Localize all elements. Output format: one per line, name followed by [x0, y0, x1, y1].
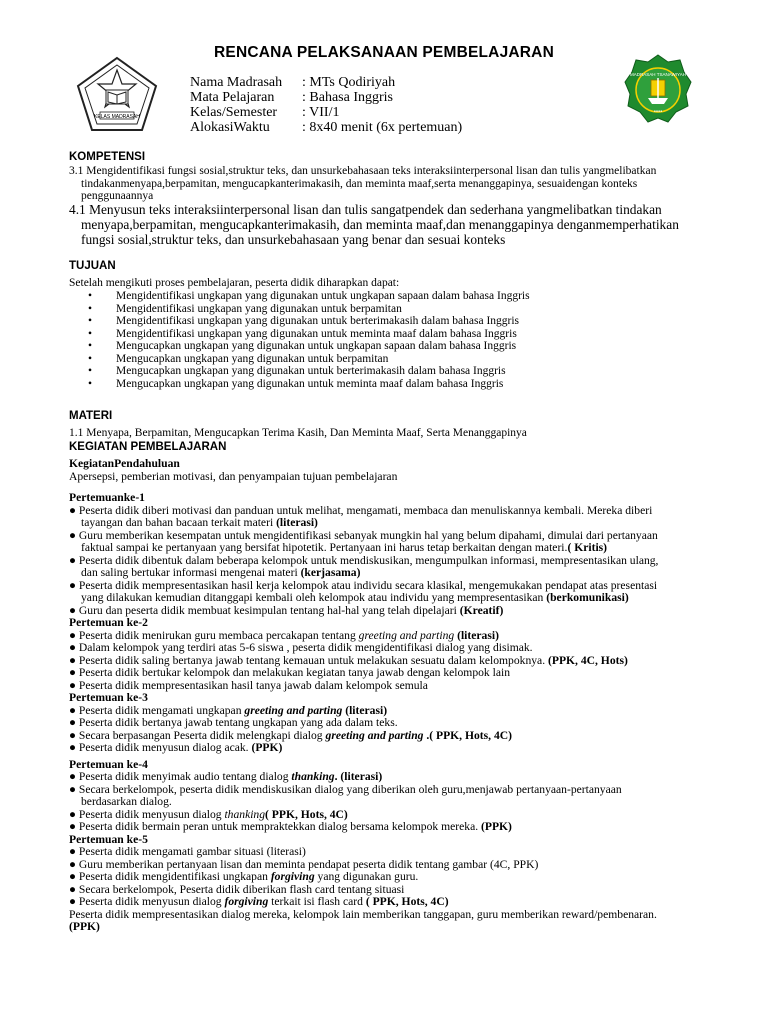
pertemuan-line: ● Peserta didik bertukar kelompok dan melakukan kegiatan tanya jawab dengan kelompok lain: [69, 666, 510, 679]
kegiatan-heading: KEGIATAN PEMBELAJARAN: [69, 441, 227, 453]
identity-row: [190, 105, 462, 120]
pertemuan-line: dan saling bertukar informasi mengenai materi (kerjasama): [81, 566, 361, 579]
pertemuan-1-heading: Pertemuanke-1: [69, 491, 145, 504]
identity-row: [190, 90, 462, 105]
pertemuan-line: ● Peserta didik diberi motivasi dan panduan untuk melihat, mengamati, membaca dan menuliskannya kembali. Mereka diberi: [69, 503, 653, 517]
pertemuan-line: yang dilakukan kemudian ditanggapi kembali oleh kelompok atau individu yang mempresentasikan (berkomunikasi): [81, 591, 629, 604]
pertemuan-line: ● Peserta didik menyusun dialog forgiving terkait isi flash card ( PPK, Hots, 4C): [69, 895, 449, 908]
pertemuan-line: ● Peserta didik menyusun dialog thanking( PPK, Hots, 4C): [69, 807, 348, 821]
pertemuan-5-heading: Pertemuan ke-5: [69, 832, 148, 846]
logo-right-label: MADRASAH TSANAWIYAH: [630, 72, 686, 77]
list-item: • Mengucapkan ungkapan yang digunakan untuk ungkapan sapaan dalam bahasa Inggris: [88, 340, 517, 352]
materi-heading: MATERI: [69, 410, 113, 422]
pertemuan-line: ● Peserta didik mempresentasikan hasil kerja kelompok atau individu secara klasikal, mengemukakan pendapat atas presentasi: [69, 578, 658, 592]
kemenag-emblem-icon: [624, 54, 692, 126]
identity-value: : 8x40 menit (6x pertemuan): [302, 120, 463, 135]
pertemuan-line: ● Guru memberikan kesempatan untuk mengidentifikasi sebanyak mungkin hal yang belum dipahami, dimulai dari pertanyaan: [69, 528, 658, 542]
document-title: RENCANA PELAKSANAAN PEMBELAJARAN: [214, 44, 554, 61]
pertemuan-line: ● Peserta didik bertanya jawab tentang ungkapan yang ada dalam teks.: [69, 716, 398, 729]
svg-text:●●●●: ●●●●: [653, 109, 663, 113]
pertemuan-line: ● Peserta didik menyimak audio tentang dialog thanking. (literasi): [69, 770, 383, 783]
pertemuan-line: ● Peserta didik menyusun dialog acak. (PPK): [69, 741, 283, 754]
logo-left-label: KELAS MADRASAH: [94, 114, 140, 120]
pertemuan-line: ● Guru memberikan pertanyaan lisan dan meminta pendapat peserta didik tentang gambar (4C, PPK): [69, 857, 539, 871]
tujuan-heading: TUJUAN: [69, 260, 116, 272]
pertemuan-line: ● Peserta didik dibentuk dalam beberapa kelompok untuk mendiskusikan, mengumpulkan informasi, mempresentasikan ulang,: [69, 553, 659, 567]
kompetensi-line: penggunaannya: [81, 190, 154, 203]
pertemuan-line: tayangan dan bahan bacaan terkait materi (literasi): [81, 516, 318, 529]
list-item: • Mengucapkan ungkapan yang digunakan untuk meminta maaf dalam bahasa Inggris: [88, 377, 504, 390]
identity-label: Kelas/Semester: [190, 105, 278, 120]
identity-block: [190, 75, 462, 135]
madrasah-logo-left: [76, 56, 158, 132]
pertemuan-line: (PPK): [69, 920, 100, 933]
pertemuan-line: ● Peserta didik saling bertanya jawab tentang kemauan untuk melakukan sesuatu dalam kelompoknya. (PPK, 4C, Hots): [69, 653, 628, 667]
identity-label: AlokasiWaktu: [190, 120, 270, 135]
kompetensi-line: 4.1 Menyusun teks interaksiinterpersonal lisan dan tulis sangatpendek dan sederhana yangmelibatkan tindakan: [69, 202, 662, 217]
kompetensi-line: 3.1 Mengidentifikasi fungsi sosial,struktur teks, dan unsurkebahasaan teks interaksiinterpersonal lisan dan tulis yangmelibatkan: [69, 165, 657, 177]
pertemuan-line: ● Peserta didik mengamati gambar situasi (literasi): [69, 845, 306, 858]
pendahuluan-text: Apersepsi, pemberian motivasi, dan penyampaian tujuan pembelajaran: [69, 469, 398, 483]
madrasah-logo-right: [624, 54, 692, 126]
pertemuan-line: ● Peserta didik mengamati ungkapan greeting and parting (literasi): [69, 703, 388, 717]
identity-value: : VII/1: [302, 105, 340, 120]
pertemuan-line: Peserta didik mempresentasikan dialog mereka, kelompok lain memberikan tanggapan, guru memberikan reward/pembenaran.: [69, 907, 657, 921]
pertemuan-line: ● Guru dan peserta didik membuat kesimpulan tentang hal-hal yang telah dipelajari (Kreatif): [69, 603, 504, 617]
list-item: • Mengucapkan ungkapan yang digunakan untuk berpamitan: [88, 352, 389, 365]
pertemuan-line: ● Peserta didik mempresentasikan hasil tanya jawab dalam kelompok semula: [69, 678, 428, 692]
kompetensi-line: tindakanmenyapa,berpamitan, mengucapkanterimakasih, dan meminta maaf,serta menanggapinya, sesuaidengan konteks: [81, 177, 638, 190]
kompetensi-line: menyapa,berpamitan, mengucapkanterimakasih, dan meminta maaf,dan menanggapinya denganmemperhatikan: [81, 217, 679, 232]
list-item: • Mengucapkan ungkapan yang digunakan untuk berterimakasih dalam bahasa Inggris: [88, 365, 506, 377]
pertemuan-line: ● Dalam kelompok yang terdiri atas 5-6 siswa , peserta didik mengidentifikasi dialog yang disimak.: [69, 641, 533, 654]
kompetensi-3-1: [69, 165, 656, 203]
pertemuan-line: ● Secara berpasangan Peserta didik melengkapi dialog greeting and parting .( PPK, Hots, 4C): [69, 728, 512, 742]
identity-row: [190, 75, 462, 90]
pertemuan-line: ● Secara berkelompok, Peserta didik diberikan flash card tentang situasi: [69, 882, 405, 896]
identity-label: Mata Pelajaran: [190, 90, 275, 105]
kompetensi-4-1: [69, 202, 679, 247]
pertemuan-line: faktual sampai ke pertanyaan yang bersifat hipotetik. Pertanyaan ini harus tetap berkaitan dengan materi.( Kritis): [81, 541, 608, 554]
identity-value: : MTs Qodiriyah: [302, 75, 396, 90]
identity-label: Nama Madrasah: [190, 75, 283, 90]
pendahuluan-heading: KegiatanPendahuluan: [69, 457, 180, 470]
kompetensi-line: fungsi sosial,struktur teks, dan unsurkebahasaan yang benar dan sesuai konteks: [81, 232, 506, 247]
pertemuan-4-heading: Pertemuan ke-4: [69, 757, 148, 771]
pertemuan-2-heading: Pertemuan ke-2: [69, 616, 148, 629]
identity-row: [190, 120, 462, 135]
list-item: • Mengidentifikasi ungkapan yang digunakan untuk ungkapan sapaan dalam bahasa Inggris: [88, 290, 530, 302]
pertemuan-line: ● Secara berkelompok, peserta didik mendiskusikan dialog yang diberikan oleh guru,menjawab pertanyaan-pertanyaan: [69, 782, 622, 796]
tujuan-intro: Setelah mengikuti proses pembelajaran, peserta didik diharapkan dapat:: [69, 277, 400, 289]
tujuan-list: [88, 290, 530, 390]
pertemuan-line: ● Peserta didik bermain peran untuk mempraktekkan dialog bersama kelompok mereka. (PPK): [69, 820, 512, 833]
pertemuan-line: ● Peserta didik mengidentifikasi ungkapan forgiving yang digunakan guru.: [69, 870, 419, 883]
pertemuan-line: ● Peserta didik menirukan guru membaca percakapan tentang greeting and parting (literasi): [69, 628, 499, 642]
materi-text: 1.1 Menyapa, Berpamitan, Mengucapkan Terima Kasih, Dan Meminta Maaf, Serta Menanggapinya: [69, 427, 527, 439]
kompetensi-heading: KOMPETENSI: [69, 151, 146, 163]
identity-value: : Bahasa Inggris: [302, 90, 393, 105]
list-item: • Mengidentifikasi ungkapan yang digunakan untuk berpamitan: [88, 302, 402, 315]
pertemuan-3-heading: Pertemuan ke-3: [69, 691, 148, 704]
list-item: • Mengidentifikasi ungkapan yang digunakan untuk meminta maaf dalam bahasa Inggris: [88, 327, 517, 340]
pentagon-emblem-icon: [76, 56, 158, 132]
kegiatan-body: [69, 458, 658, 934]
list-item: • Mengidentifikasi ungkapan yang digunakan untuk berterimakasih dalam bahasa Inggris: [88, 315, 520, 327]
pertemuan-line: berdasarkan dialog.: [81, 795, 172, 808]
